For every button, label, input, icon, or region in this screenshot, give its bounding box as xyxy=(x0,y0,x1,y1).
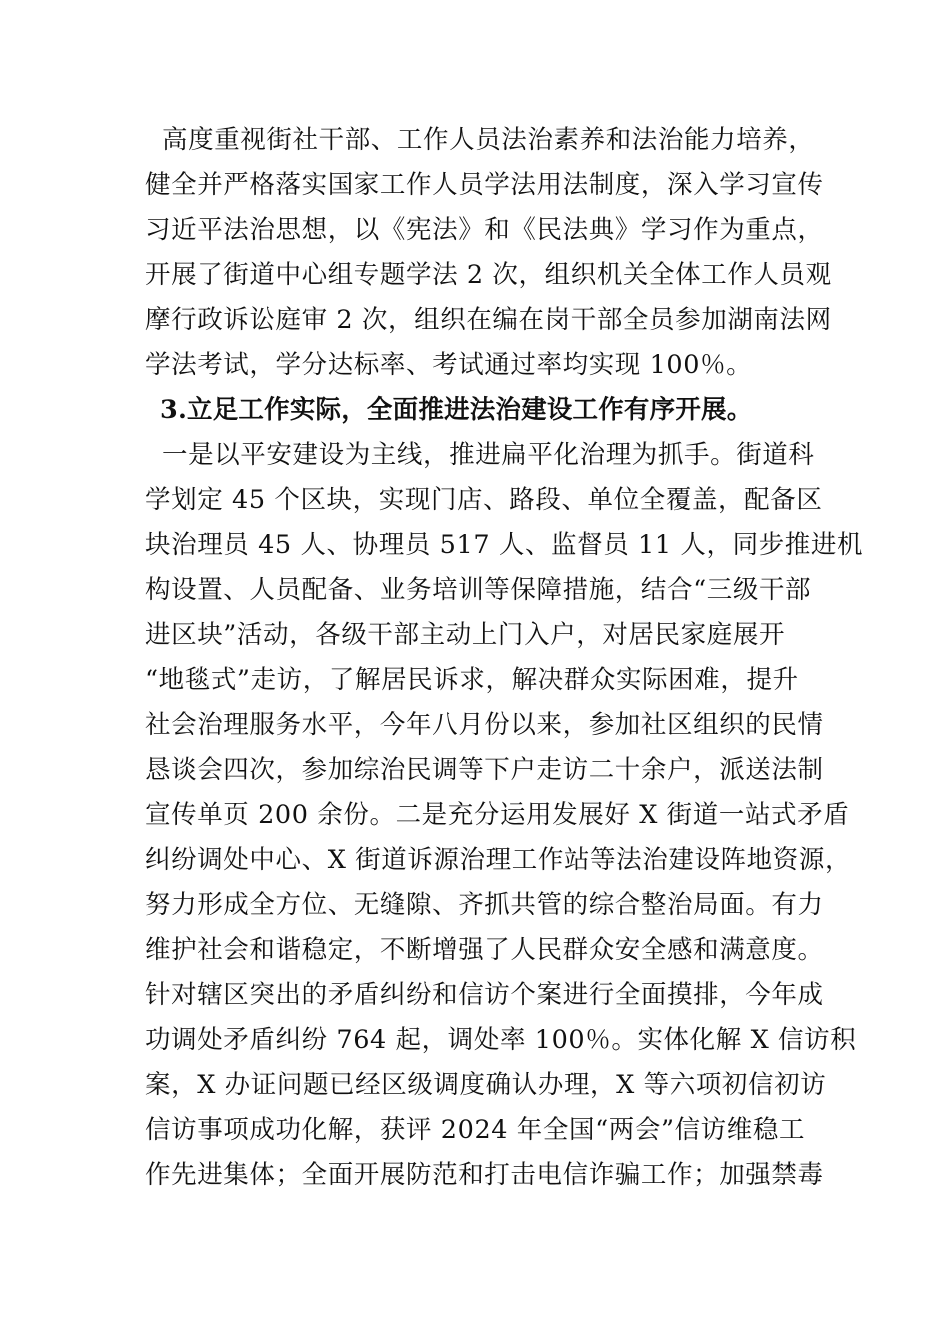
paragraph-2-line-3: 块治理员 45 人、协理员 517 人、监督员 11 人，同步推进机 xyxy=(145,530,864,560)
paragraph-2-line-7: 社会治理服务水平，今年八月份以来，参加社区组织的民情 xyxy=(145,710,824,740)
paragraph-1-line-1: 高度重视街社干部、工作人员法治素养和法治能力培养， xyxy=(162,125,815,155)
paragraph-1-line-6: 学法考试，学分达标率、考试通过率均实现 100％。 xyxy=(145,350,753,380)
paragraph-2-line-13: 针对辖区突出的矛盾纠纷和信访个案进行全面摸排，今年成 xyxy=(145,980,824,1010)
paragraph-2-line-4: 构设置、人员配备、业务培训等保障措施，结合“三级干部 xyxy=(145,575,812,605)
paragraph-2-line-9: 宣传单页 200 余份。二是充分运用发展好 X 街道一站式矛盾 xyxy=(145,800,850,830)
paragraph-1-line-5: 摩行政诉讼庭审 2 次，组织在编在岗干部全员参加湖南法网 xyxy=(145,305,832,335)
paragraph-2-line-5: 进区块”活动，各级干部主动上门入户，对居民家庭展开 xyxy=(145,620,786,650)
paragraph-2-line-10: 纠纷调处中心、X 街道诉源治理工作站等法治建设阵地资源， xyxy=(145,845,852,875)
paragraph-2-line-12: 维护社会和谐稳定，不断增强了人民群众安全感和满意度。 xyxy=(145,935,824,965)
paragraph-2-line-16: 信访事项成功化解，获评 2024 年全国“两会”信访维稳工 xyxy=(145,1115,806,1145)
paragraph-1-line-2: 健全并严格落实国家工作人员学法用法制度，深入学习宣传 xyxy=(145,170,824,200)
paragraph-2-line-8: 恳谈会四次，参加综治民调等下户走访二十余户，派送法制 xyxy=(145,755,824,785)
paragraph-2-line-6: “地毯式”走访，了解居民诉求，解决群众实际困难，提升 xyxy=(145,665,799,695)
paragraph-2-line-11: 努力形成全方位、无缝隙、齐抓共管的综合整治局面。有力 xyxy=(145,890,824,920)
paragraph-2-line-2: 学划定 45 个区块，实现门店、路段、单位全覆盖，配备区 xyxy=(145,485,823,515)
paragraph-2-line-14: 功调处矛盾纠纷 764 起，调处率 100％。实体化解 X 信访积 xyxy=(145,1025,857,1055)
section-heading-3: 3.立足工作实际，全面推进法治建设工作有序开展。 xyxy=(160,395,753,425)
paragraph-1-line-4: 开展了街道中心组专题学法 2 次，组织机关全体工作人员观 xyxy=(145,260,832,290)
paragraph-1-line-3: 习近平法治思想，以《宪法》和《民法典》学习作为重点， xyxy=(145,215,824,245)
paragraph-2-line-17: 作先进集体；全面开展防范和打击电信诈骗工作；加强禁毒 xyxy=(145,1160,824,1190)
paragraph-2-line-15: 案，X 办证问题已经区级调度确认办理，X 等六项初信初访 xyxy=(145,1070,827,1100)
paragraph-2-line-1: 一是以平安建设为主线，推进扁平化治理为抓手。街道科 xyxy=(162,440,815,470)
